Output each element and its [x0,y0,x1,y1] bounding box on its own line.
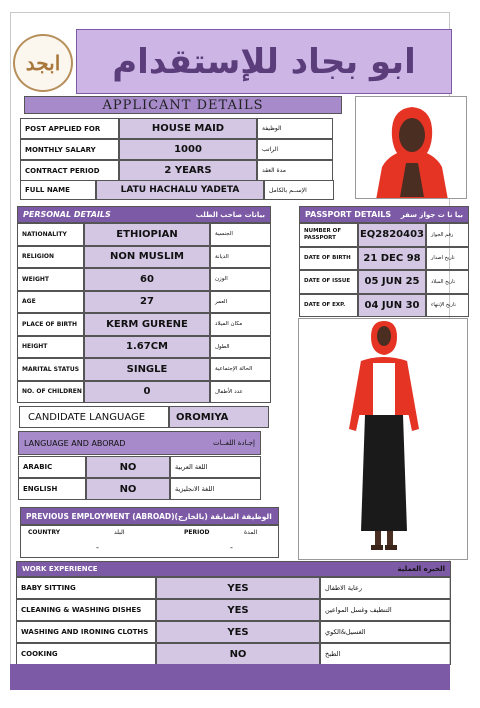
personal-row-label-ar: الديانة [210,246,271,269]
passport-details-title-ar: بيا نا ت جواز سفر [400,210,463,219]
passport-row-value: 05 JUN 25 [358,270,426,294]
personal-row-label-ar: عدد الأطفال [210,381,271,404]
personal-row-label-ar: الطول [210,336,271,359]
personal-row-label-ar: الجنسية [210,223,271,246]
applicant-details-banner [24,96,342,114]
experience-row-label-ar: الغسيل&الكوي [320,621,451,643]
personal-row-value: 1.67CM [84,336,210,359]
applicant-headshot-photo [355,96,467,199]
experience-row-value: YES [156,621,320,643]
candidate-language-label: CANDIDATE LANGUAGE [19,406,169,428]
work-experience-header [16,561,451,577]
logo-text: ابجد [25,51,61,75]
experience-row-label-ar: التنظيف وغسل المواعين [320,599,451,621]
experience-row-label: BABY SITTING [16,577,156,599]
passport-row-label: DATE OF ISSUE [299,270,358,294]
personal-row-label: HEIGHT [17,336,84,359]
language-header-title: LANGUAGE AND ABORAD [24,438,126,448]
passport-row-value: EQ2820403 [358,223,426,247]
personal-row-label: NO. OF CHILDREN [17,381,84,404]
passport-row-label-ar: تاريخ الإنتهاء [426,294,469,318]
experience-row-label: COOKING [16,643,156,665]
previous-employment-title: PREVIOUS EMPLOYMENT (ABROAD)(الوظيفة السابقة (بالخارج [26,511,272,521]
previous-country-value: - [96,543,99,552]
applicant-row-label-ar: الوظيفة [257,118,333,139]
headshot-image [356,97,467,199]
passport-details-header [299,206,469,223]
candidate-language-value: OROMIYA [169,406,269,428]
language-row-label-ar: اللغة العربية [170,456,261,478]
applicant-row-label: POST APPLIED FOR [20,118,119,139]
previous-employment-header [20,507,279,525]
experience-row-label: CLEANING & WASHING DISHES [16,599,156,621]
language-header-title-ar: إجـادة اللغــات [212,439,255,447]
experience-row-value: YES [156,577,320,599]
previous-period-value: - [230,543,233,552]
passport-row-label: NUMBER OF PASSPORT [299,223,358,247]
language-header [18,431,261,455]
experience-row-value: YES [156,599,320,621]
previous-period-label: PERIOD [184,529,210,536]
agency-title-banner [76,29,452,94]
personal-row-label: MARITAL STATUS [17,358,84,381]
agency-name: ابو بجاد للإستقدام [112,41,416,82]
personal-row-value: KERM GURENE [84,313,210,336]
experience-row-value: NO [156,643,320,665]
language-row-value: NO [86,456,170,478]
personal-row-value: 0 [84,381,210,404]
personal-row-value: SINGLE [84,358,210,381]
experience-row-label-ar: الطبخ [320,643,451,665]
applicant-fullbody-photo [298,318,468,560]
personal-row-label-ar: الوزن [210,268,271,291]
personal-details-title: PERSONAL DETAILS [23,210,111,219]
passport-row-label-ar: تاريخ الميلاد [426,270,469,294]
passport-row-label: DATE OF BIRTH [299,247,358,271]
passport-row-value: 04 JUN 30 [358,294,426,318]
applicant-row-value: 2 YEARS [119,160,257,181]
previous-country-label-ar: البلد [114,529,125,536]
applicant-row-label-ar: مدة العقد [257,160,333,181]
applicant-row-label: MONTHLY SALARY [20,139,119,160]
passport-row-label-ar: رقم الجواز [426,223,469,247]
language-row-value: NO [86,478,170,500]
applicant-row-value: 1000 [119,139,257,160]
personal-row-label: WEIGHT [17,268,84,291]
personal-row-value: 27 [84,291,210,314]
previous-country-label: COUNTRY [28,529,61,536]
work-experience-title: WORK EXPERIENCE [22,565,98,573]
personal-row-value: ETHIOPIAN [84,223,210,246]
personal-row-label: RELIGION [17,246,84,269]
previous-period-label-ar: المدة [244,529,258,536]
applicant-row-value: HOUSE MAID [119,118,257,139]
language-row-label: ENGLISH [18,478,86,500]
personal-row-value: 60 [84,268,210,291]
passport-row-label-ar: تاريخ اصدار [426,247,469,271]
applicant-row-label-ar: الراتب [257,139,333,160]
personal-row-label-ar: العمر [210,291,271,314]
agency-logo [13,34,73,92]
personal-row-label-ar: مكان الميلاد [210,313,271,336]
passport-row-value: 21 DEC 98 [358,247,426,271]
work-experience-title-ar: الخبره العملية [397,565,445,573]
personal-row-label: AGE [17,291,84,314]
fullbody-image [299,319,468,560]
personal-row-value: NON MUSLIM [84,246,210,269]
personal-row-label: NATIONALITY [17,223,84,246]
experience-row-label: WASHING AND IRONING CLOTHS [16,621,156,643]
passport-row-label: DATE OF EXP. [299,294,358,318]
personal-details-header [17,206,271,223]
applicant-row-label: CONTRACT PERIOD [20,160,119,181]
banner-title: APPLICANT DETAILS [102,97,264,113]
language-row-label-ar: اللغة الانجليزية [170,478,261,500]
full-name-label-ar: الإســم بالكامل [264,180,334,200]
full-name-label: FULL NAME [20,180,96,200]
passport-details-title: PASSPORT DETAILS [305,210,392,219]
full-name-value: LATU HACHALU YADETA [96,180,264,200]
personal-row-label: PLACE OF BIRTH [17,313,84,336]
footer-band [10,664,450,690]
experience-row-label-ar: رعاية الاطفال [320,577,451,599]
personal-details-title-ar: بيانات صاحب الطلب [195,210,265,219]
personal-row-label-ar: الحالة الإجتماعية [210,358,271,381]
language-row-label: ARABIC [18,456,86,478]
